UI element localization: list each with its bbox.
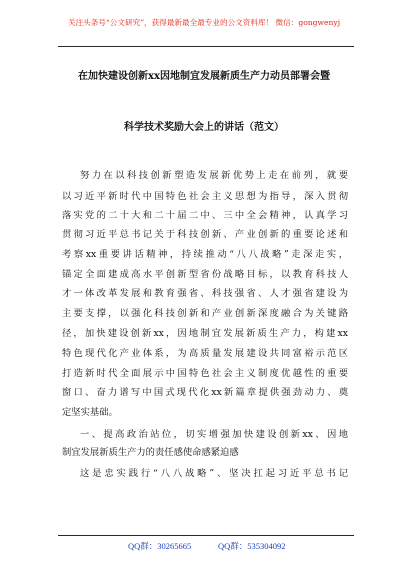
body-line: 努力在以科技创新塑造发展新优势上走在前列，就要 [80,170,348,181]
footer-divider [58,535,354,536]
body-line: 特色现代化产业体系，为高质量发展建设共同富裕示范区 [62,348,348,359]
footer-qq-group-right: QQ群：535304092 [218,541,286,551]
title-line-1: 在加快建设创新xx因地制宜发展新质生产力动员部署会暨 [78,71,330,82]
header-divider [58,46,354,47]
body-line: 窗口、奋力谱写中国式现代化xx新篇章提供强劲动力、奠 [62,387,348,398]
header-banner: 关注头条号“公文研究”，获得最新最全最专业的公文资料库！ 微信：gongwenyj [67,18,341,27]
body-line: 才一体改革发展和教育强省、科技强省、人才强省建设为 [62,288,348,299]
body-line: 这是忠实践行“八八战略”、坚决扛起习近平总书记 [80,468,348,479]
body-line: 落实党的二十大和二十届二中、三中全会精神，认真学习 [62,210,348,221]
body-line: 锚定全面建成高水平创新型省份战略目标，以教育科技人 [62,269,348,280]
body-line: 以习近平新时代中国特色社会主义思想为指导，深入贯彻 [62,191,348,202]
body-line: 打造新时代全面展示中国特色社会主义制度优越性的重要 [62,368,348,379]
title-line-2: 科学技术奖励大会上的讲话（范文） [124,122,284,133]
body-line: 一、提高政治站位，切实增强加快建设创新xx、因地 [80,429,348,440]
footer-qq-group-left: QQ群：30265665 [128,541,192,551]
body-line: 制宜发展新质生产力的责任感使命感紧迫感 [62,447,239,458]
body-line: 考察xx重要讲话精神，持续推动“八八战略”走深走实， [62,249,348,260]
body-line: 贯彻习近平总书记关于科技创新、产业创新的重要论述和 [62,229,348,240]
body-line: 径，加快建设创新xx，因地制宜发展新质生产力，构建xx [62,328,348,339]
body-line: 主要支撑，以强化科技创新和产业创新深度融合为关键路 [62,308,348,319]
body-line: 定坚实基础。 [62,407,118,418]
